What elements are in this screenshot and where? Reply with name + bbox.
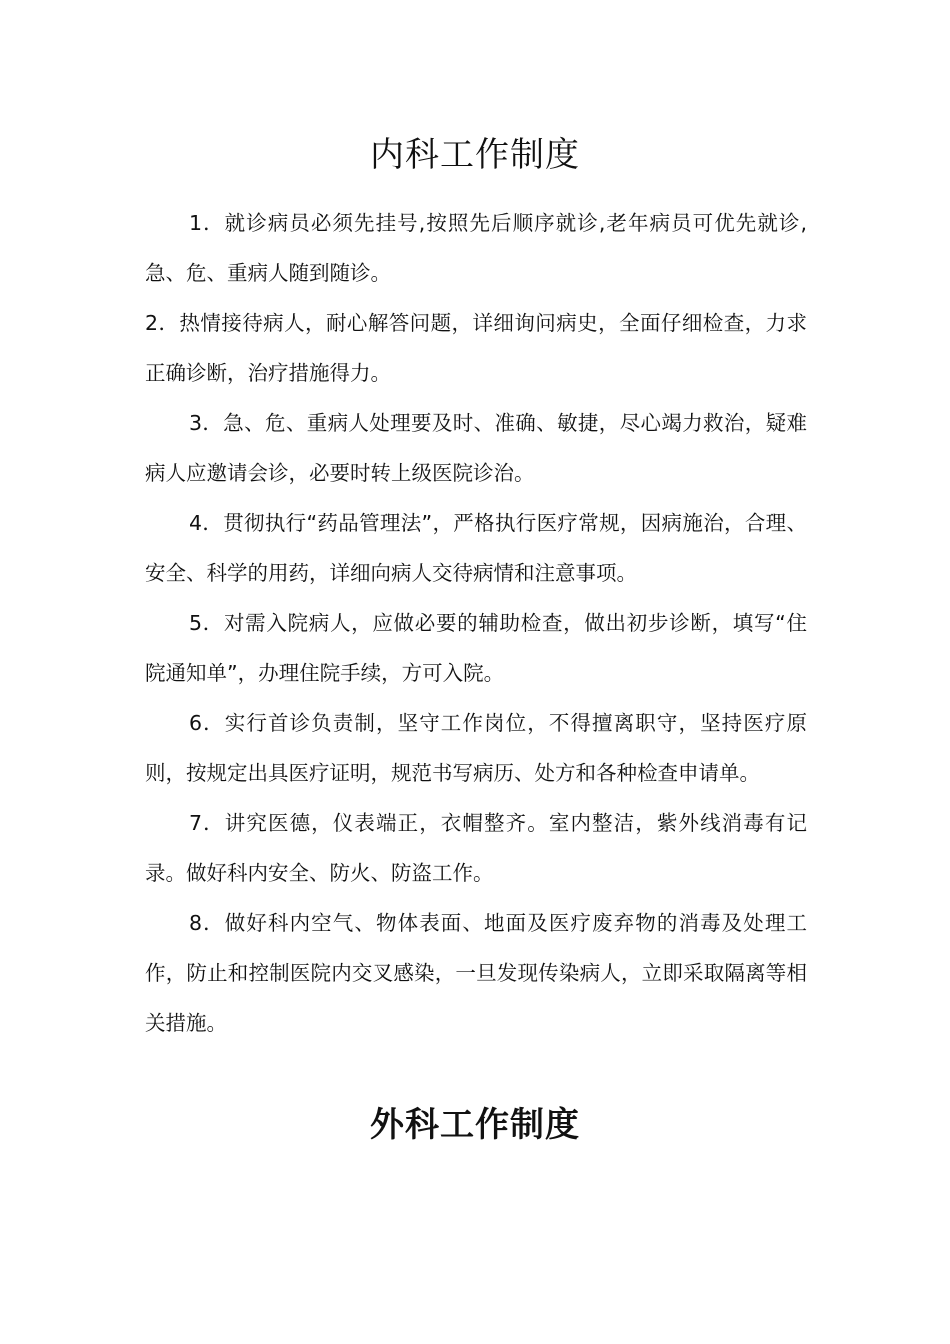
paragraph-1: 1．就诊病员必须先挂号,按照先后顺序就诊,老年病员可优先就诊,急、危、重病人随到随诊。 xyxy=(145,211,807,285)
paragraph-8: 8．做好科内空气、物体表面、地面及医疗废弃物的消毒及处理工作，防止和控制医院内交叉感染，一旦发现传染病人，立即采取隔离等相关措施。 xyxy=(145,911,807,1035)
document-body xyxy=(145,198,807,1048)
paragraph-6: 6．实行首诊负责制，坚守工作岗位，不得擅离职守，坚持医疗原则，按规定出具医疗证明，规范书写病历、处方和各种检查申请单。 xyxy=(145,711,807,785)
paragraph-2: 2．热情接待病人，耐心解答问题，详细询问病史，全面仔细检查，力求正确诊断，治疗措施得力。 xyxy=(145,311,807,385)
paragraph-7: 7．讲究医德，仪表端正，衣帽整齐。室内整洁，紫外线消毒有记录。做好科内安全、防火、防盗工作。 xyxy=(145,811,807,885)
section-title: 外科工作制度 xyxy=(370,1105,580,1145)
paragraph-3: 3．急、危、重病人处理要及时、准确、敏捷，尽心竭力救治，疑难病人应邀请会诊，必要时转上级医院诊治。 xyxy=(145,411,807,485)
page-title: 内科工作制度 xyxy=(370,135,580,175)
paragraph-4: 4．贯彻执行“药品管理法”，严格执行医疗常规，因病施治，合理、安全、科学的用药，详细向病人交待病情和注意事项。 xyxy=(145,511,807,585)
paragraph-5: 5．对需入院病人，应做必要的辅助检查，做出初步诊断，填写“住院通知单”，办理住院手续，方可入院。 xyxy=(145,611,807,685)
